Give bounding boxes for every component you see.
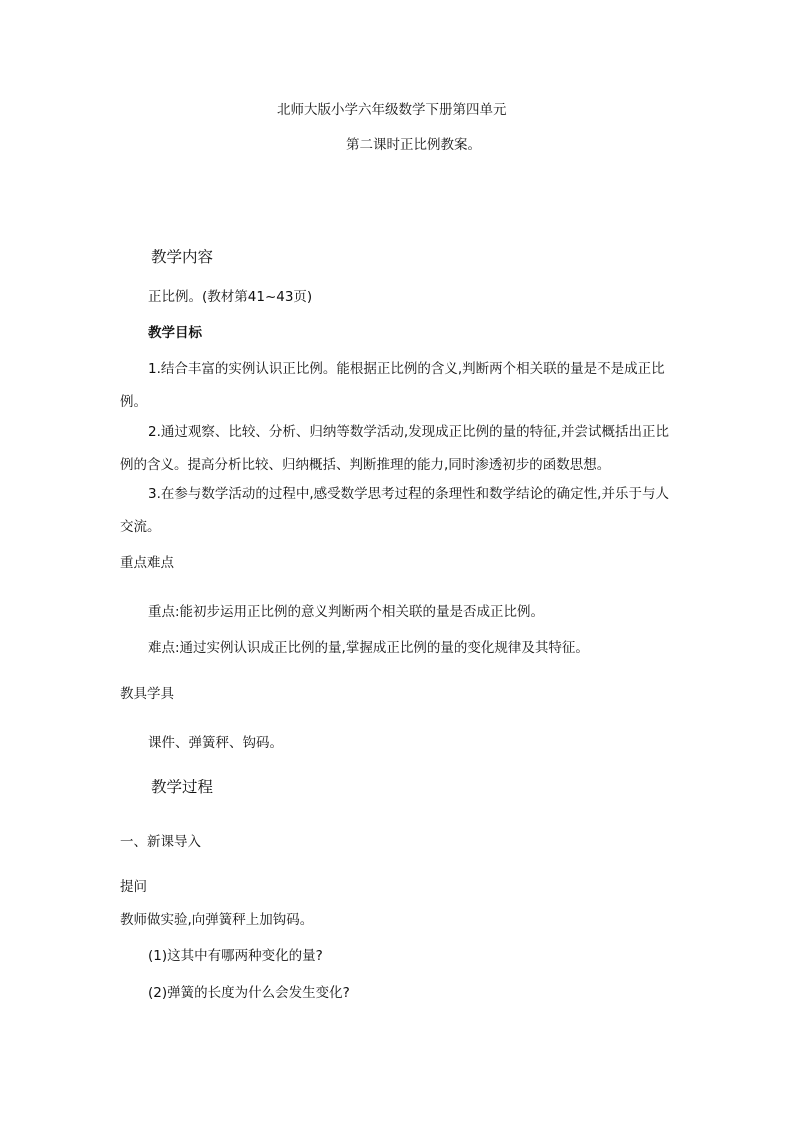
goal-2: 2.通过观察、比较、分析、归纳等数学活动,发现成正比例的量的特征,并尝试概括出正比例的含义。提高分析比较、归纳概括、判断推理的能力,同时渗透初步的函数思想。: [120, 424, 669, 473]
goal-3: 3.在参与数学活动的过程中,感受数学思考过程的条理性和数学结论的确定性,并乐于与人交流。: [120, 486, 669, 535]
difficult-point: 难点:通过实例认识成正比例的量,掌握成正比例的量的变化规律及其特征。: [148, 640, 589, 656]
section-heading-content: 教学内容: [151, 248, 214, 266]
goal-1: 1.结合丰富的实例认识正比例。能根据正比例的含义,判断两个相关联的量是不是成正比例。: [120, 361, 665, 410]
document-subtitle: 第二课时正比例教案。: [346, 137, 481, 153]
key-point: 重点:能初步运用正比例的意义判断两个相关联的量是否成正比例。: [148, 604, 545, 620]
teacher-action: 教师做实验,向弹簧秤上加钩码。: [120, 912, 314, 928]
question-2: (2)弹簧的长度为什么会发生变化?: [148, 985, 350, 1001]
section-heading-key: 重点难点: [120, 555, 174, 571]
section-heading-process: 教学过程: [151, 778, 214, 796]
tools-text: 课件、弹簧秤、钩码。: [148, 735, 283, 751]
step-1-heading: 一、新课导入: [120, 834, 201, 850]
ask-label: 提问: [120, 879, 147, 895]
section-heading-tools: 教具学具: [120, 686, 174, 702]
document-title: 北师大版小学六年级数学下册第四单元: [277, 102, 507, 118]
section-heading-goals: 教学目标: [148, 325, 202, 341]
content-text: 正比例。(教材第41~43页): [148, 289, 313, 305]
question-1: (1)这其中有哪两种变化的量?: [148, 948, 323, 964]
